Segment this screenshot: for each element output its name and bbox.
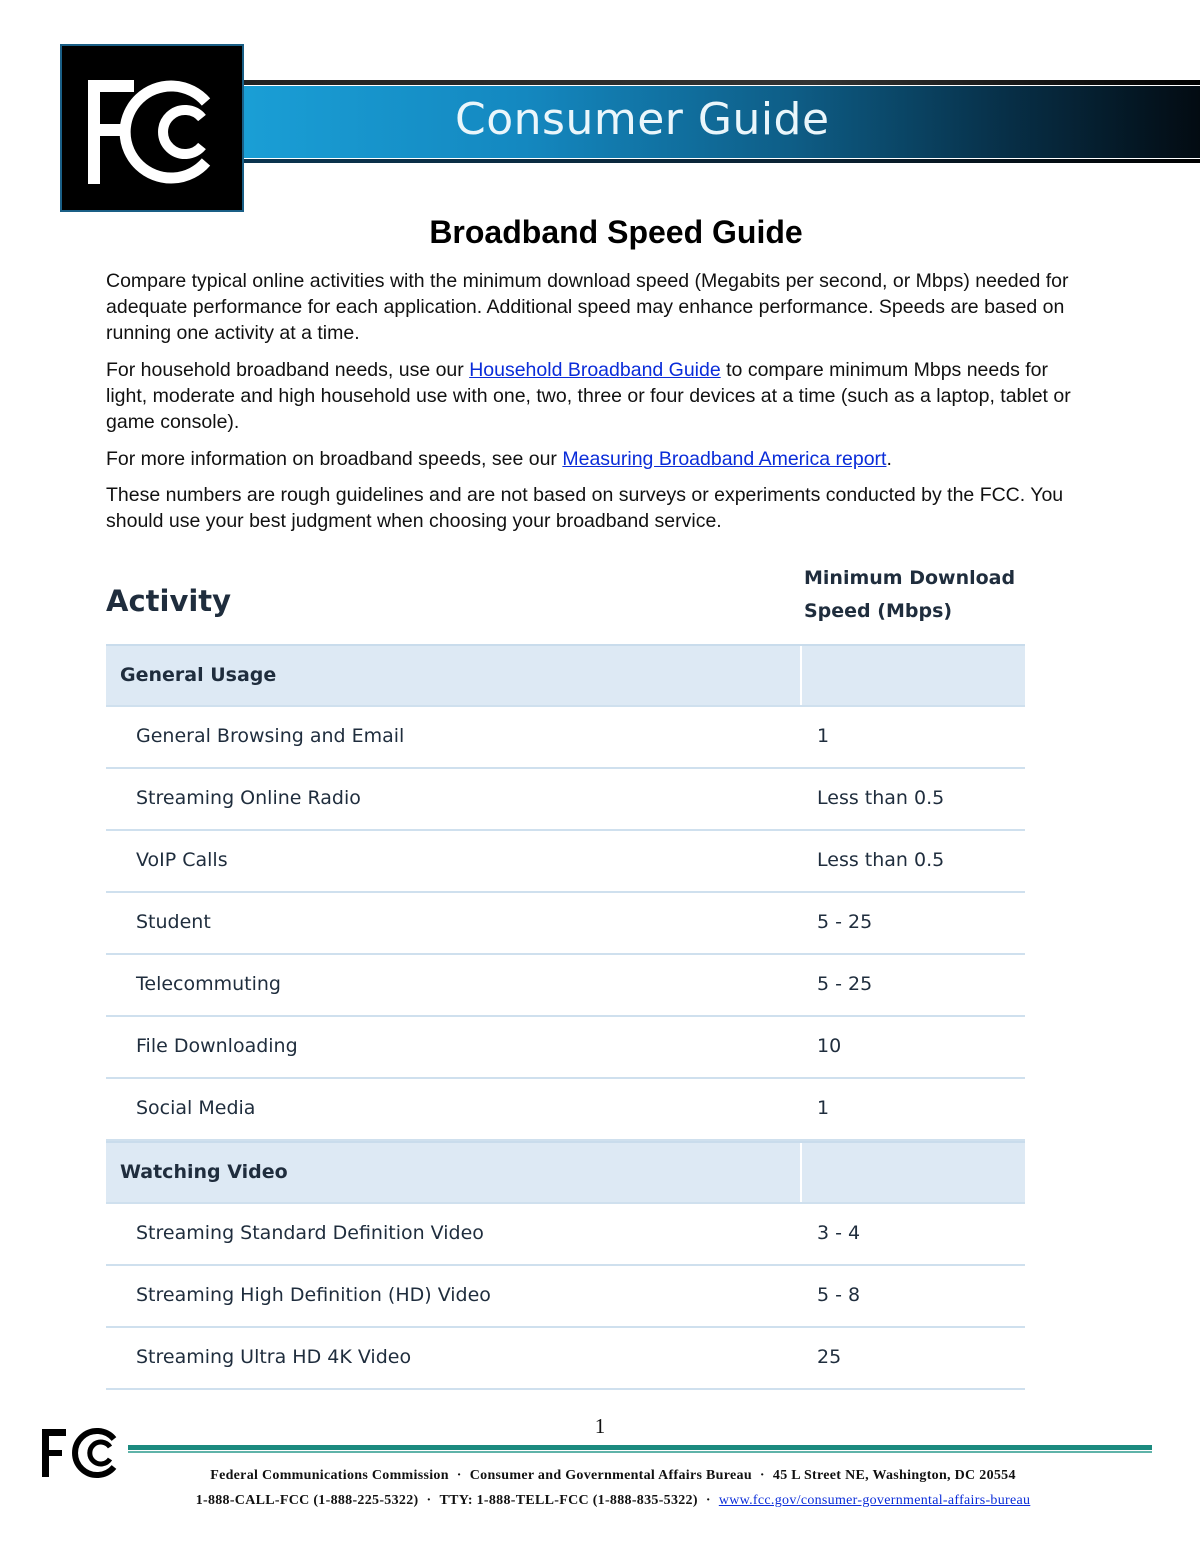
disclaimer-paragraph: These numbers are rough guidelines and are not based on surveys or experiments conducted by the FCC. You should use your best judgment when choosing your broadband service. bbox=[106, 484, 1064, 532]
intro-paragraph: Compare typical online activities with the minimum download speed (Megabits per second, or Mbps) needed for adequate performance for each application. Additional speed may enhance performance. Speeds are based on running one activity at a time. bbox=[106, 270, 1069, 344]
more-info-text-before: For more information on broadband speeds, see our bbox=[106, 448, 563, 470]
household-paragraph bbox=[106, 357, 1086, 435]
footer-address-line bbox=[0, 1468, 1200, 1484]
table-group-row bbox=[106, 644, 1025, 707]
speed-cell: 5 - 25 bbox=[817, 911, 873, 933]
more-info-paragraph bbox=[106, 446, 1086, 472]
table-row bbox=[106, 1079, 1025, 1141]
table-row bbox=[106, 1266, 1025, 1328]
banner-title: Consumer Guide bbox=[455, 94, 830, 145]
page-title: Broadband Speed Guide bbox=[429, 214, 803, 250]
speed-cell: 5 - 25 bbox=[817, 973, 873, 995]
speed-cell: 3 - 4 bbox=[817, 1222, 861, 1244]
column-header-speed-line1: Minimum Download bbox=[804, 567, 1016, 589]
speed-cell: Less than 0.5 bbox=[817, 787, 945, 809]
activity-cell: Telecommuting bbox=[136, 973, 281, 995]
column-divider bbox=[800, 646, 802, 705]
speed-cell: 25 bbox=[817, 1346, 842, 1368]
household-broadband-guide-link[interactable]: Household Broadband Guide bbox=[469, 359, 721, 381]
activity-cell: VoIP Calls bbox=[136, 849, 228, 871]
column-header-speed-line2: Speed (Mbps) bbox=[804, 600, 953, 622]
activity-cell: Streaming High Definition (HD) Video bbox=[136, 1284, 491, 1306]
footer-website-link[interactable]: www.fcc.gov/consumer-governmental-affairs-bureau bbox=[718, 1493, 1031, 1508]
speed-cell: 5 - 8 bbox=[817, 1284, 861, 1306]
table-row bbox=[106, 769, 1025, 831]
fcc-logo-icon bbox=[84, 72, 224, 192]
table-row bbox=[106, 955, 1025, 1017]
footer-address: 45 L Street NE, Washington, DC 20554 bbox=[772, 1468, 1016, 1483]
activity-cell: Student bbox=[136, 911, 211, 933]
table-row bbox=[106, 831, 1025, 893]
household-text-before: For household broadband needs, use our bbox=[106, 359, 470, 381]
fcc-logo bbox=[60, 44, 244, 212]
footer-contact-line bbox=[0, 1493, 1200, 1509]
footer-separator: · bbox=[705, 1493, 711, 1508]
header-banner bbox=[235, 86, 1200, 158]
activity-cell: Streaming Online Radio bbox=[136, 787, 361, 809]
column-header-activity: Activity bbox=[106, 584, 232, 618]
household-text-after: to compare minimum Mbps needs for light, moderate and high household use with one, two, three or four devices at a time (such as a laptop, tablet or game console). bbox=[106, 359, 1071, 433]
more-info-text-after: . bbox=[886, 448, 892, 470]
footer-rule bbox=[128, 1445, 1152, 1450]
table-row bbox=[106, 893, 1025, 955]
group-label: Watching Video bbox=[120, 1161, 288, 1183]
footer-phone: 1-888-CALL-FCC (1-888-225-5322) bbox=[195, 1493, 419, 1508]
footer-bureau: Consumer and Governmental Affairs Bureau bbox=[469, 1468, 752, 1483]
speed-cell: Less than 0.5 bbox=[817, 849, 945, 871]
column-divider bbox=[800, 1143, 802, 1202]
table-row bbox=[106, 1017, 1025, 1079]
activity-cell: General Browsing and Email bbox=[136, 725, 405, 747]
measuring-broadband-america-link[interactable]: Measuring Broadband America report bbox=[562, 448, 887, 470]
footer-separator: · bbox=[456, 1468, 462, 1483]
group-label: General Usage bbox=[120, 664, 277, 686]
activity-cell: Social Media bbox=[136, 1097, 256, 1119]
activity-cell: Streaming Ultra HD 4K Video bbox=[136, 1346, 412, 1368]
footer-tty: TTY: 1-888-TELL-FCC (1-888-835-5322) bbox=[439, 1493, 698, 1508]
speed-cell: 1 bbox=[817, 1097, 830, 1119]
activity-cell: File Downloading bbox=[136, 1035, 298, 1057]
speed-table bbox=[106, 644, 1025, 1390]
speed-cell: 1 bbox=[817, 725, 830, 747]
footer-separator: · bbox=[426, 1493, 432, 1508]
column-header-speed bbox=[804, 562, 1024, 628]
table-row bbox=[106, 1204, 1025, 1266]
activity-cell: Streaming Standard Definition Video bbox=[136, 1222, 484, 1244]
footer-separator: · bbox=[759, 1468, 765, 1483]
table-row bbox=[106, 707, 1025, 769]
speed-cell: 10 bbox=[817, 1035, 842, 1057]
table-row bbox=[106, 1328, 1025, 1390]
footer-agency: Federal Communications Commission bbox=[210, 1468, 449, 1483]
table-group-row bbox=[106, 1141, 1025, 1204]
page-number: 1 bbox=[594, 1414, 606, 1438]
